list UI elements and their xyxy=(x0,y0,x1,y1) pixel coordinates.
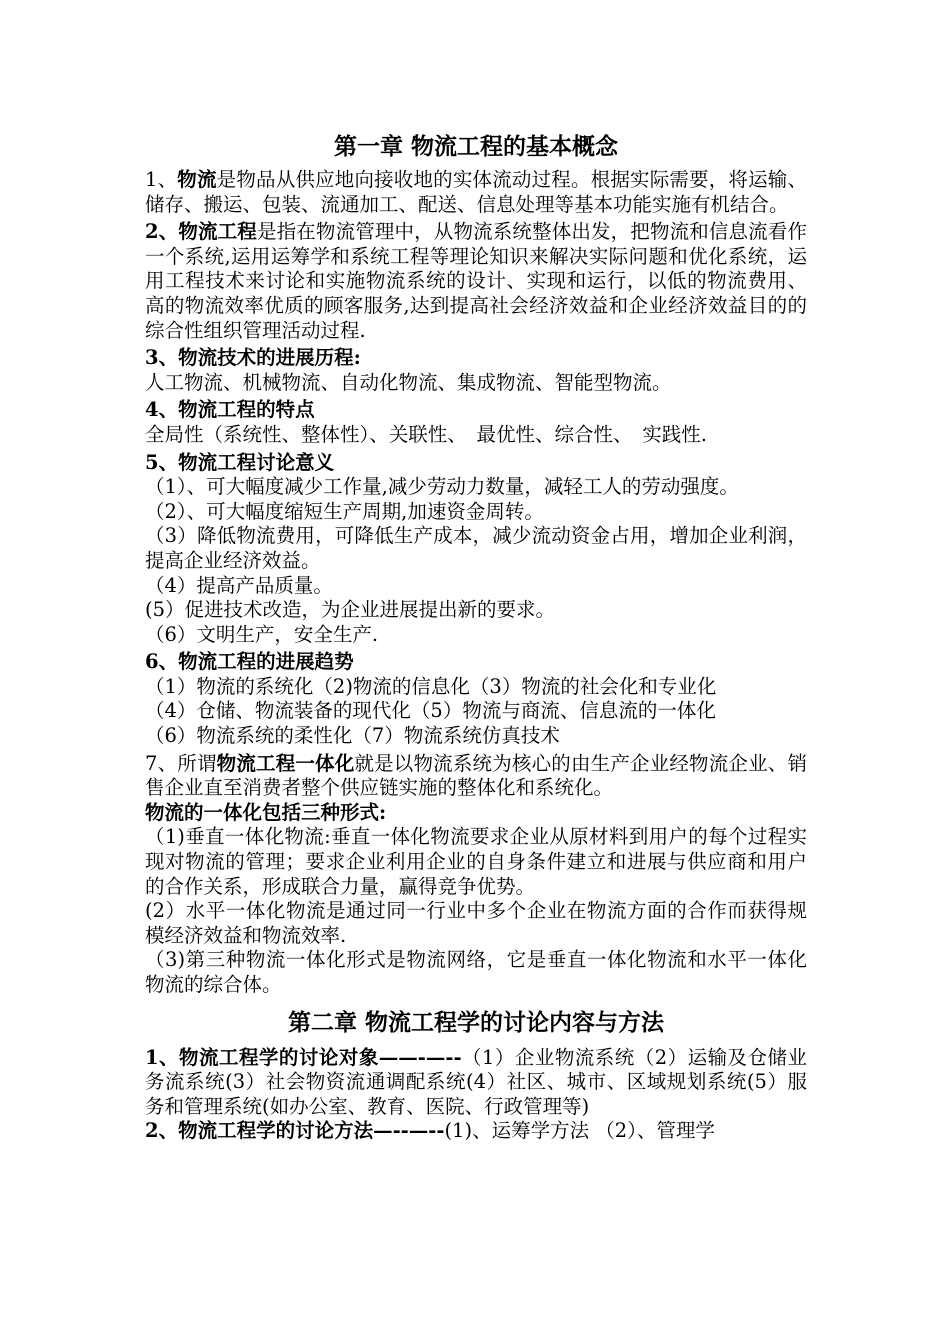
ch2-section-2-heading: 2、物流工程学的讨论方法—--—-- xyxy=(145,1119,445,1143)
list-item: （1)垂直一体化物流:垂直一体化物流要求企业从原材料到用户的每个过程实现对物流的管理；要求企业利用企业的自身条件建立和进展与供应商和用户的合作关系，形成联合力量，赢得竞争优势。 xyxy=(145,825,807,898)
ch2-section-1-text: （1）企业物流系统（2）运输及仓储业务流系统(3）社会物资流通调配系统(4）社区、城市、区域规划系统(5）服务和管理系统(如办公室、教育、医院、行政管理等) xyxy=(145,1045,807,1118)
section-4-text: 全局性（系统性、整体性）、关联性、 最优性、综合性、 实践性. xyxy=(145,422,707,446)
section-1-text: 是物品从供应地向接收地的实体流动过程。根据实际需要，将运输、储存、搬运、包装、流通加工、配送、信息处理等基本功能实施有机结合。 xyxy=(145,168,807,216)
list-item: （4）提高产品质量。 xyxy=(145,573,333,597)
section-2 xyxy=(145,220,807,343)
section-2-text: 是指在物流管理中，从物流系统整体出发，把物流和信息流看作一个系统,运用运筹学和系统工程等理论知识来解决实际问题和优化系统，运用工程技术来讨论和实施物流系统的设计、实现和运行，以低的物流费用、高的物流效率优质的顾客服务,达到提高社会经济效益和企业经济效益目的的综合性组织管理活动过程. xyxy=(145,220,807,342)
list-item: （3）降低物流费用，可降低生产成本，减少流动资金占用，增加企业利润，提高企业经济效益。 xyxy=(145,524,807,572)
section-7-prefix: 7、所谓 xyxy=(145,751,217,775)
chapter-2-title: 第二章 物流工程学的讨论内容与方法 xyxy=(287,1008,664,1036)
section-3-heading: 3、物流技术的进展历程: xyxy=(145,346,361,370)
section-5-heading: 5、物流工程讨论意义 xyxy=(145,450,335,474)
section-4-heading: 4、物流工程的特点 xyxy=(145,398,315,422)
section-1-number: 1、 xyxy=(145,168,178,191)
list-item: （2）、可大幅度缩短生产周期,加速资金周转。 xyxy=(145,499,544,523)
list-item: （3)第三种物流一体化形式是物流网络，它是垂直一体化物流和水平一体化物流的综合体。 xyxy=(145,948,807,996)
section-7 xyxy=(145,752,807,801)
list-item: (5）促进技术改造，为企业进展提出新的要求。 xyxy=(145,598,556,622)
list-item: （4）仓储、物流装备的现代化（5）物流与商流、信息流的一体化 xyxy=(145,699,716,723)
section-3-text: 人工物流、机械物流、自动化物流、集成物流、智能型物流。 xyxy=(145,370,672,394)
chapter-1-title: 第一章 物流工程的基本概念 xyxy=(333,133,618,160)
list-item: （1）、可大幅度减少工作量,减少劳动力数量，减轻工人的劳动强度。 xyxy=(145,475,739,499)
list-item: (2）水平一体化物流是通过同一行业中多个企业在物流方面的合作而获得规模经济效益和物流效率. xyxy=(145,899,807,947)
ch2-section-2 xyxy=(145,1119,807,1144)
ch2-section-1 xyxy=(145,1046,807,1120)
list-item: （6）文明生产，安全生产. xyxy=(145,622,379,646)
ch2-section-1-heading: 1、物流工程学的讨论对象——-—-- xyxy=(145,1045,462,1069)
section-6-heading: 6、物流工程的进展趋势 xyxy=(145,650,354,674)
section-7-term: 物流工程一体化 xyxy=(216,751,355,775)
ch2-section-2-text: (1)、运筹学方法 （2）、管理学 xyxy=(444,1119,715,1143)
list-item: （1）物流的系统化（2)物流的信息化（3）物流的社会化和专业化 xyxy=(145,674,717,698)
integration-forms-heading: 物流的一体化包括三种形式: xyxy=(145,800,387,824)
section-2-term: 2、物流工程 xyxy=(145,220,257,244)
section-1-term: 物流 xyxy=(177,168,217,191)
list-item: （6）物流系统的柔性化（7）物流系统仿真技术 xyxy=(145,724,560,748)
section-1 xyxy=(145,168,807,217)
section-7-text: 就是以物流系统为核心的由生产企业经物流企业、销售企业直至消费者整个供应链实施的整体化和系统化。 xyxy=(145,751,807,800)
document-page xyxy=(145,128,807,1144)
